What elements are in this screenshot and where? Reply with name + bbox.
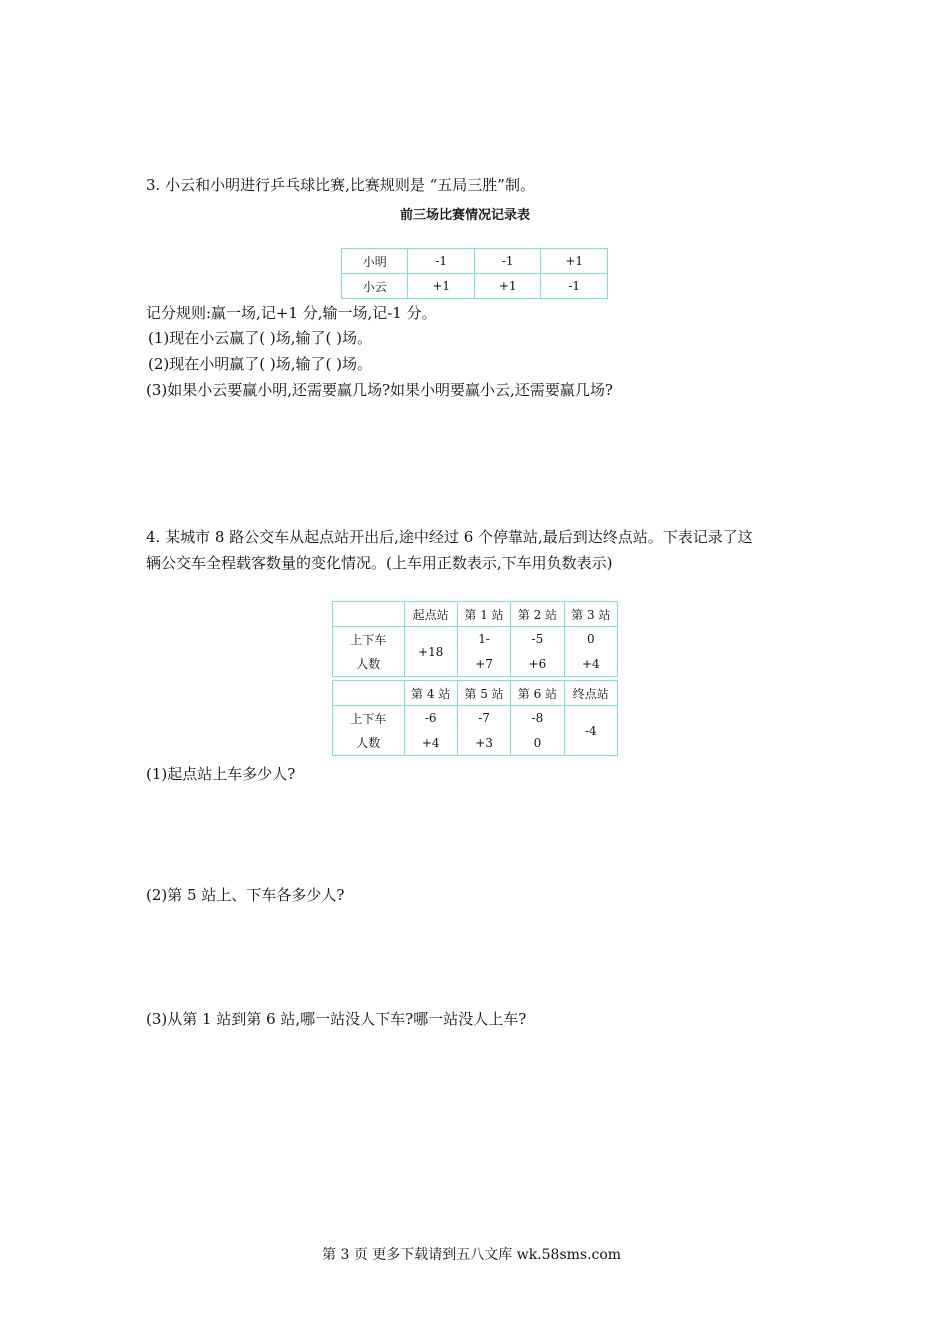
table-cell: -1 [474,249,541,274]
table-cell: -8 [511,706,564,731]
table-header-cell [333,681,405,706]
table-cell: 0 [564,627,617,652]
table-row [333,706,618,731]
table-header-cell: 第 1 站 [457,602,510,627]
table-cell: 0 [511,731,564,756]
table-cell: -6 [404,706,457,731]
table-header-cell: 第 3 站 [564,602,617,627]
row-label: 上下车 [333,627,405,652]
table-row [333,602,618,627]
q3-score-table [341,248,608,299]
table-cell: +7 [457,652,510,677]
table-row [333,627,618,652]
table-cell: -1 [541,274,608,299]
table-cell: +4 [564,652,617,677]
q4-sub2: (2)第 5 站上、下车各多少人? [146,886,345,904]
table-header-cell: 第 5 站 [457,681,510,706]
q3-rule: 记分规则:赢一场,记+1 分,输一场,记-1 分。 [146,304,437,322]
q3-table-title: 前三场比赛情况记录表 [400,208,531,223]
table-cell: +18 [404,627,457,677]
table-cell: -4 [564,706,617,756]
row-label: 上下车 [333,706,405,731]
table-cell: +1 [408,274,475,299]
table-header-cell [333,602,405,627]
q4-sub3: (3)从第 1 站到第 6 站,哪一站没人下车?哪一站没人上车? [146,1010,527,1028]
q4-table-bottom [332,680,618,756]
q3-intro: 3. 小云和小明进行乒乓球比赛,比赛规则是 “五局三胜”制。 [146,176,535,194]
table-cell: 小明 [342,249,408,274]
row-label: 人数 [333,731,405,756]
table-header-cell: 第 2 站 [511,602,564,627]
table-cell: 小云 [342,274,408,299]
table-cell: -5 [511,627,564,652]
table-cell: +1 [474,274,541,299]
table-cell: -1 [408,249,475,274]
table-cell: 1- [457,627,510,652]
table-header-cell: 第 4 站 [404,681,457,706]
table-cell: +6 [511,652,564,677]
table-row [342,249,608,274]
table-cell: +3 [457,731,510,756]
q3-sub3: (3)如果小云要赢小明,还需要赢几场?如果小明要赢小云,还需要赢几场? [146,381,613,399]
page-footer: 第 3 页 更多下载请到五八文库 wk.58sms.com [322,1247,622,1263]
table-header-cell: 第 6 站 [511,681,564,706]
q4-sub1: (1)起点站上车多少人? [146,765,296,783]
table-row [342,274,608,299]
table-row [333,652,618,677]
q3-sub1: (1)现在小云赢了( )场,输了( )场。 [148,329,372,347]
table-header-cell: 起点站 [404,602,457,627]
table-row [333,681,618,706]
q3-sub2: (2)现在小明赢了( )场,输了( )场。 [148,355,372,373]
q4-intro-line2: 辆公交车全程载客数量的变化情况。(上车用正数表示,下车用负数表示) [146,554,613,572]
q4-intro-line1: 4. 某城市 8 路公交车从起点站开出后,途中经过 6 个停靠站,最后到达终点站。下表记录了这 [146,528,753,546]
q4-table-top [332,601,618,677]
table-cell: -7 [457,706,510,731]
table-cell: +4 [404,731,457,756]
table-cell: +1 [541,249,608,274]
table-header-cell: 终点站 [564,681,617,706]
row-label: 人数 [333,652,405,677]
